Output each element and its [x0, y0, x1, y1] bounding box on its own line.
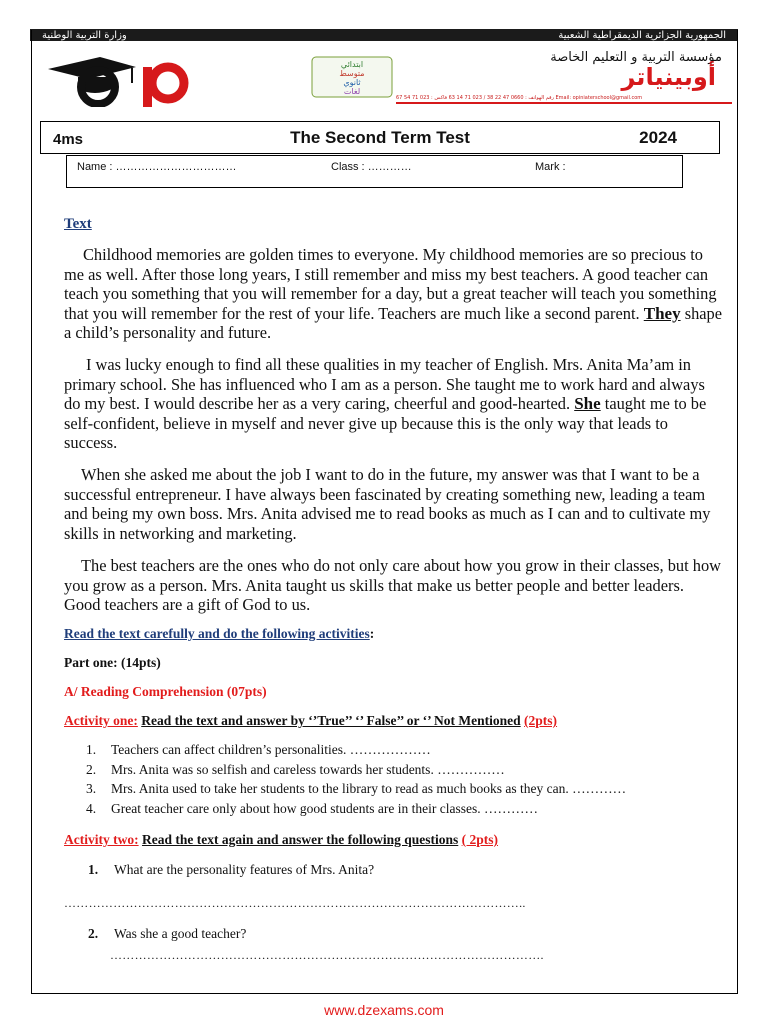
svg-text:لغات: لغات [343, 87, 361, 96]
paragraph-2: I was lucky enough to find all these qualities in my teacher of English. Mrs. Anita Ma’am in primary school. She has influenced who I am as a person. She taught me to work hard and always do my best. I would describe her as a very caring, cheerful and good-hearted. She taught me to be self-confident, believe in myself and never give up because this is the only way that leads to success. [64, 355, 707, 453]
exam-title-box [40, 121, 720, 154]
part-one-heading: Part one: (14pts) [64, 655, 161, 670]
list-item: 1. Teachers can affect children’s personalities. ……………… [86, 742, 431, 757]
student-info-box [66, 155, 683, 188]
activity-two-heading: Activity two: Read the text again and answer the following questions ( 2pts) [64, 832, 499, 847]
answer-line-2[interactable]: ……………………………………………………………………………………………. [110, 948, 544, 962]
exam-level: 4ms [53, 131, 84, 148]
question-1: 1. What are the personality features of Mrs. Anita? [88, 862, 375, 877]
class-field[interactable]: Class : ………… [331, 161, 412, 173]
header-ribbon [30, 29, 738, 41]
svg-text:ابتدائي: ابتدائي [340, 60, 364, 69]
name-field[interactable]: Name : …………………………… [77, 161, 237, 173]
paragraph-3: When she asked me about the job I want to do in the future, my answer was that I want to be a successful entrepreneur. I have always been fascinated by creating something new, leading a team and being my own boss. Mrs. Anita advised me to read books as much as I can and to cultivate my skills in networking and marketing. [64, 465, 711, 543]
ministry-name: وزارة التربية الوطنية [42, 29, 127, 41]
read-instruction: Read the text carefully and do the following activities: [64, 626, 375, 641]
footer-link[interactable]: www.dzexams.com [324, 1002, 444, 1018]
mark-field[interactable]: Mark : [535, 161, 566, 173]
paragraph-1: Childhood memories are golden times to everyone. My childhood memories are so precious to me as well. After those long years, I still remember and miss my best teachers. A good teacher can teach you something that you will remember for a day, but a great teacher will teach you something that you will remember for the rest of your life. Teachers are much like a second parent. They shape a child’s personality and future. [64, 245, 723, 343]
reference-word-she: She [574, 394, 601, 414]
true-false-list [86, 740, 726, 818]
exam-year: 2024 [639, 128, 677, 147]
text-heading: Text [64, 216, 92, 232]
answer-line-1[interactable]: ………………………………………………………………………………………………….. [64, 896, 526, 910]
question-2: 2. Was she a good teacher? [88, 926, 247, 941]
list-item: 2. Mrs. Anita was so selfish and careless towards her students. …………… [86, 761, 505, 777]
republic-name: الجمهورية الجزائرية الديمقراطية الشعبية [558, 29, 726, 41]
paragraph-4: The best teachers are the ones who do not only care about how you grow in their classes, but how you grow as a person. Mrs. Anita taught us skills that make us better people and better leaders. Good teachers are a gift of God to us. [64, 556, 721, 615]
brand-name: أوبينياتر [621, 63, 716, 91]
list-item: 4. Great teacher care only about how good students are in their classes. ………… [86, 800, 538, 816]
activity-one-heading: Activity one: Read the text and answer by ‘’True’’ ‘’ False’’ or ‘’ Not Mentioned (2pts) [64, 713, 558, 728]
svg-text:ثانوي: ثانوي [343, 78, 361, 87]
contact-line: رقم الهواتف : 0660 47 22 38 / 023 71 14 63 فاكس : 023 71 54 67 Email: opiniaterschool@gmail.com [396, 95, 643, 101]
school-logo [40, 47, 210, 107]
list-item: 3. Mrs. Anita used to take her students to the library to read as much books as they can. ………… [86, 781, 627, 796]
levels-badge [310, 55, 394, 99]
reading-comprehension-heading: A/ Reading Comprehension (07pts) [64, 684, 267, 699]
svg-text:متوسط: متوسط [339, 69, 365, 78]
institute-name: مؤسسة التربية و التعليم الخاصة [550, 50, 722, 65]
header-divider [396, 102, 732, 104]
reference-word-they: They [643, 303, 681, 323]
exam-title: The Second Term Test [290, 128, 470, 147]
